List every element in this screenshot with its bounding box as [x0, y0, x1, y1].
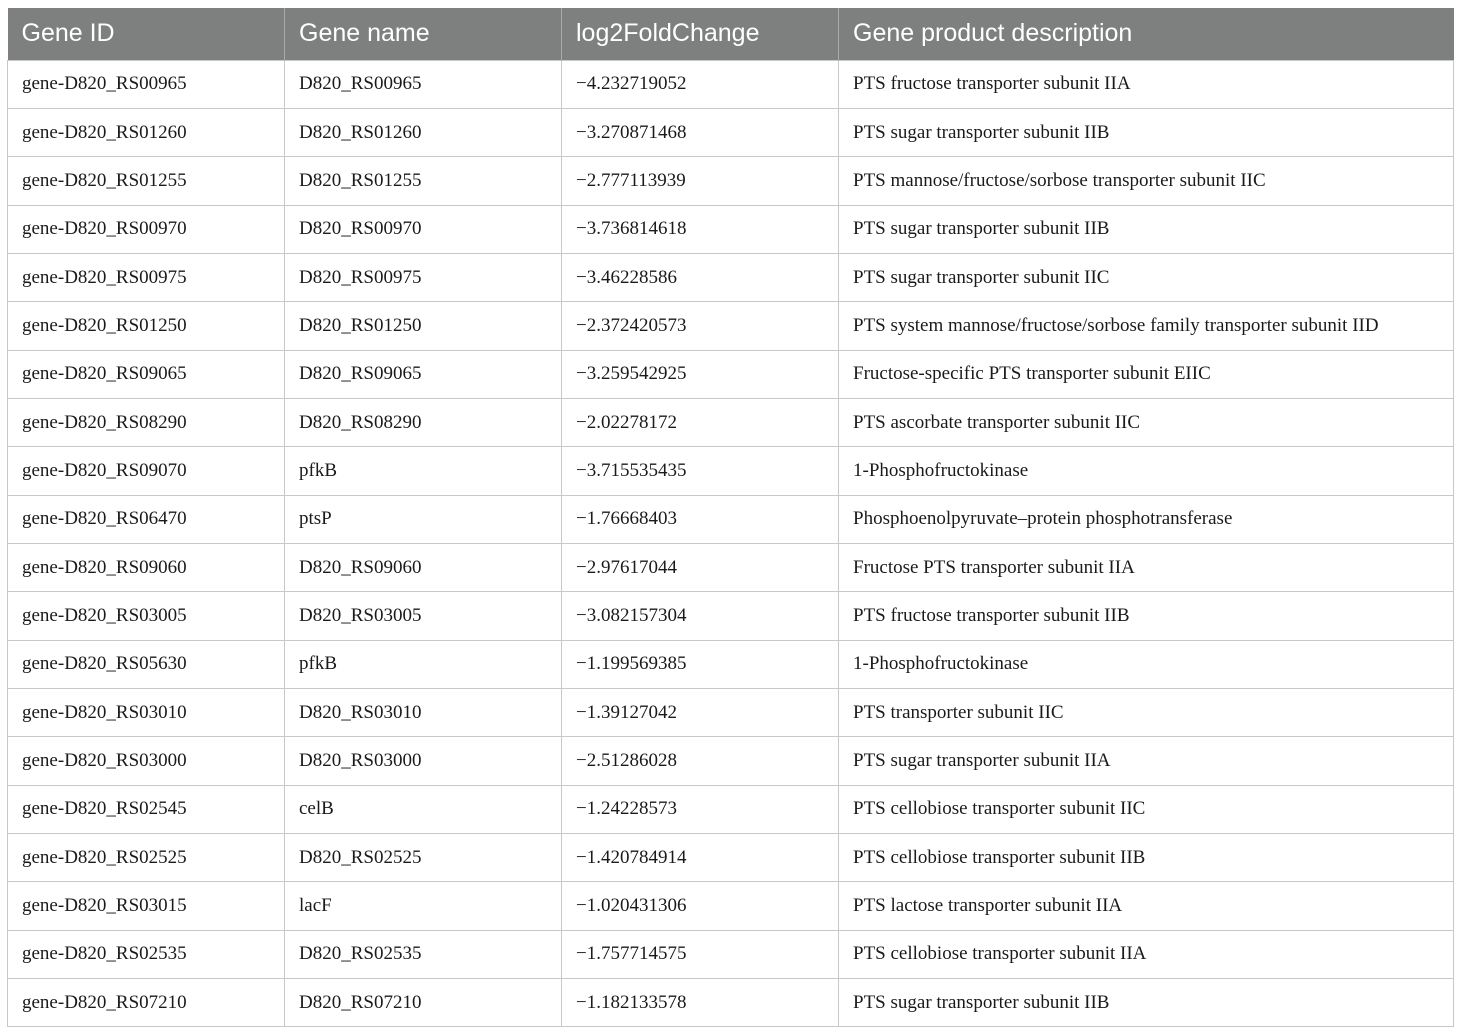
gene-name-cell: celB: [285, 785, 562, 833]
table-row: [8, 495, 1454, 543]
description-cell: PTS mannose/fructose/sorbose transporter subunit IIC: [839, 157, 1454, 205]
gene-name-cell: D820_RS03010: [285, 688, 562, 736]
gene-id-cell: gene-D820_RS03010: [8, 688, 285, 736]
log2foldchange-cell: −2.777113939: [562, 157, 839, 205]
gene-id-cell: gene-D820_RS00970: [8, 205, 285, 253]
log2foldchange-cell: −1.39127042: [562, 688, 839, 736]
log2foldchange-cell: −3.736814618: [562, 205, 839, 253]
gene-id-cell: gene-D820_RS02545: [8, 785, 285, 833]
log2foldchange-cell: −1.199569385: [562, 640, 839, 688]
column-header-log2foldchange: log2FoldChange: [562, 8, 839, 60]
log2foldchange-cell: −2.97617044: [562, 543, 839, 591]
gene-id-cell: gene-D820_RS02535: [8, 930, 285, 978]
gene-name-cell: D820_RS00965: [285, 60, 562, 108]
gene-name-cell: D820_RS01250: [285, 302, 562, 350]
description-cell: PTS fructose transporter subunit IIB: [839, 592, 1454, 640]
gene-id-cell: gene-D820_RS09065: [8, 350, 285, 398]
gene-name-cell: D820_RS00970: [285, 205, 562, 253]
table-body: [8, 60, 1454, 1027]
log2foldchange-cell: −2.372420573: [562, 302, 839, 350]
gene-id-cell: gene-D820_RS01250: [8, 302, 285, 350]
gene-id-cell: gene-D820_RS01255: [8, 157, 285, 205]
gene-name-cell: D820_RS07210: [285, 979, 562, 1027]
table-row: [8, 253, 1454, 301]
description-cell: PTS sugar transporter subunit IIB: [839, 108, 1454, 156]
table-header: [8, 8, 1454, 60]
description-cell: PTS cellobiose transporter subunit IIC: [839, 785, 1454, 833]
table-row: [8, 930, 1454, 978]
gene-id-cell: gene-D820_RS08290: [8, 398, 285, 446]
description-cell: Fructose-specific PTS transporter subunit EIIC: [839, 350, 1454, 398]
description-cell: PTS fructose transporter subunit IIA: [839, 60, 1454, 108]
log2foldchange-cell: −1.182133578: [562, 979, 839, 1027]
table-row: [8, 108, 1454, 156]
description-cell: 1-Phosphofructokinase: [839, 640, 1454, 688]
gene-id-cell: gene-D820_RS09060: [8, 543, 285, 591]
description-cell: PTS lactose transporter subunit IIA: [839, 882, 1454, 930]
description-cell: PTS sugar transporter subunit IIC: [839, 253, 1454, 301]
gene-name-cell: D820_RS08290: [285, 398, 562, 446]
description-cell: Fructose PTS transporter subunit IIA: [839, 543, 1454, 591]
log2foldchange-cell: −1.420784914: [562, 834, 839, 882]
log2foldchange-cell: −1.76668403: [562, 495, 839, 543]
description-cell: 1-Phosphofructokinase: [839, 447, 1454, 495]
log2foldchange-cell: −2.51286028: [562, 737, 839, 785]
gene-id-cell: gene-D820_RS05630: [8, 640, 285, 688]
gene-name-cell: D820_RS00975: [285, 253, 562, 301]
column-header-gene-id: Gene ID: [8, 8, 285, 60]
gene-table: [7, 8, 1454, 1027]
table-row: [8, 592, 1454, 640]
gene-name-cell: D820_RS09060: [285, 543, 562, 591]
gene-name-cell: D820_RS03005: [285, 592, 562, 640]
column-header-gene-name: Gene name: [285, 8, 562, 60]
gene-id-cell: gene-D820_RS07210: [8, 979, 285, 1027]
table-row: [8, 302, 1454, 350]
gene-name-cell: D820_RS01255: [285, 157, 562, 205]
gene-name-cell: pfkB: [285, 447, 562, 495]
table-row: [8, 543, 1454, 591]
description-cell: PTS ascorbate transporter subunit IIC: [839, 398, 1454, 446]
gene-id-cell: gene-D820_RS00975: [8, 253, 285, 301]
log2foldchange-cell: −3.270871468: [562, 108, 839, 156]
table-row: [8, 350, 1454, 398]
gene-name-cell: D820_RS01260: [285, 108, 562, 156]
table-row: [8, 688, 1454, 736]
table-row: [8, 979, 1454, 1027]
log2foldchange-cell: −2.02278172: [562, 398, 839, 446]
description-cell: PTS sugar transporter subunit IIA: [839, 737, 1454, 785]
description-cell: PTS transporter subunit IIC: [839, 688, 1454, 736]
log2foldchange-cell: −3.715535435: [562, 447, 839, 495]
gene-id-cell: gene-D820_RS01260: [8, 108, 285, 156]
gene-id-cell: gene-D820_RS09070: [8, 447, 285, 495]
table-row: [8, 785, 1454, 833]
header-row: [8, 8, 1454, 60]
gene-name-cell: D820_RS03000: [285, 737, 562, 785]
table-row: [8, 737, 1454, 785]
log2foldchange-cell: −3.46228586: [562, 253, 839, 301]
log2foldchange-cell: −1.020431306: [562, 882, 839, 930]
log2foldchange-cell: −3.259542925: [562, 350, 839, 398]
log2foldchange-cell: −3.082157304: [562, 592, 839, 640]
gene-id-cell: gene-D820_RS03005: [8, 592, 285, 640]
table-row: [8, 640, 1454, 688]
description-cell: Phosphoenolpyruvate–protein phosphotransferase: [839, 495, 1454, 543]
log2foldchange-cell: −4.232719052: [562, 60, 839, 108]
gene-name-cell: lacF: [285, 882, 562, 930]
gene-id-cell: gene-D820_RS06470: [8, 495, 285, 543]
table-row: [8, 398, 1454, 446]
gene-name-cell: pfkB: [285, 640, 562, 688]
gene-name-cell: D820_RS09065: [285, 350, 562, 398]
gene-id-cell: gene-D820_RS03015: [8, 882, 285, 930]
description-cell: PTS cellobiose transporter subunit IIB: [839, 834, 1454, 882]
gene-table-container: [7, 8, 1453, 1027]
table-row: [8, 882, 1454, 930]
table-row: [8, 447, 1454, 495]
log2foldchange-cell: −1.24228573: [562, 785, 839, 833]
gene-id-cell: gene-D820_RS00965: [8, 60, 285, 108]
gene-id-cell: gene-D820_RS03000: [8, 737, 285, 785]
gene-name-cell: D820_RS02535: [285, 930, 562, 978]
gene-name-cell: D820_RS02525: [285, 834, 562, 882]
table-row: [8, 205, 1454, 253]
description-cell: PTS sugar transporter subunit IIB: [839, 205, 1454, 253]
description-cell: PTS sugar transporter subunit IIB: [839, 979, 1454, 1027]
table-row: [8, 834, 1454, 882]
table-row: [8, 157, 1454, 205]
gene-id-cell: gene-D820_RS02525: [8, 834, 285, 882]
gene-name-cell: ptsP: [285, 495, 562, 543]
description-cell: PTS system mannose/fructose/sorbose family transporter subunit IID: [839, 302, 1454, 350]
table-row: [8, 60, 1454, 108]
column-header-description: Gene product description: [839, 8, 1454, 60]
log2foldchange-cell: −1.757714575: [562, 930, 839, 978]
description-cell: PTS cellobiose transporter subunit IIA: [839, 930, 1454, 978]
